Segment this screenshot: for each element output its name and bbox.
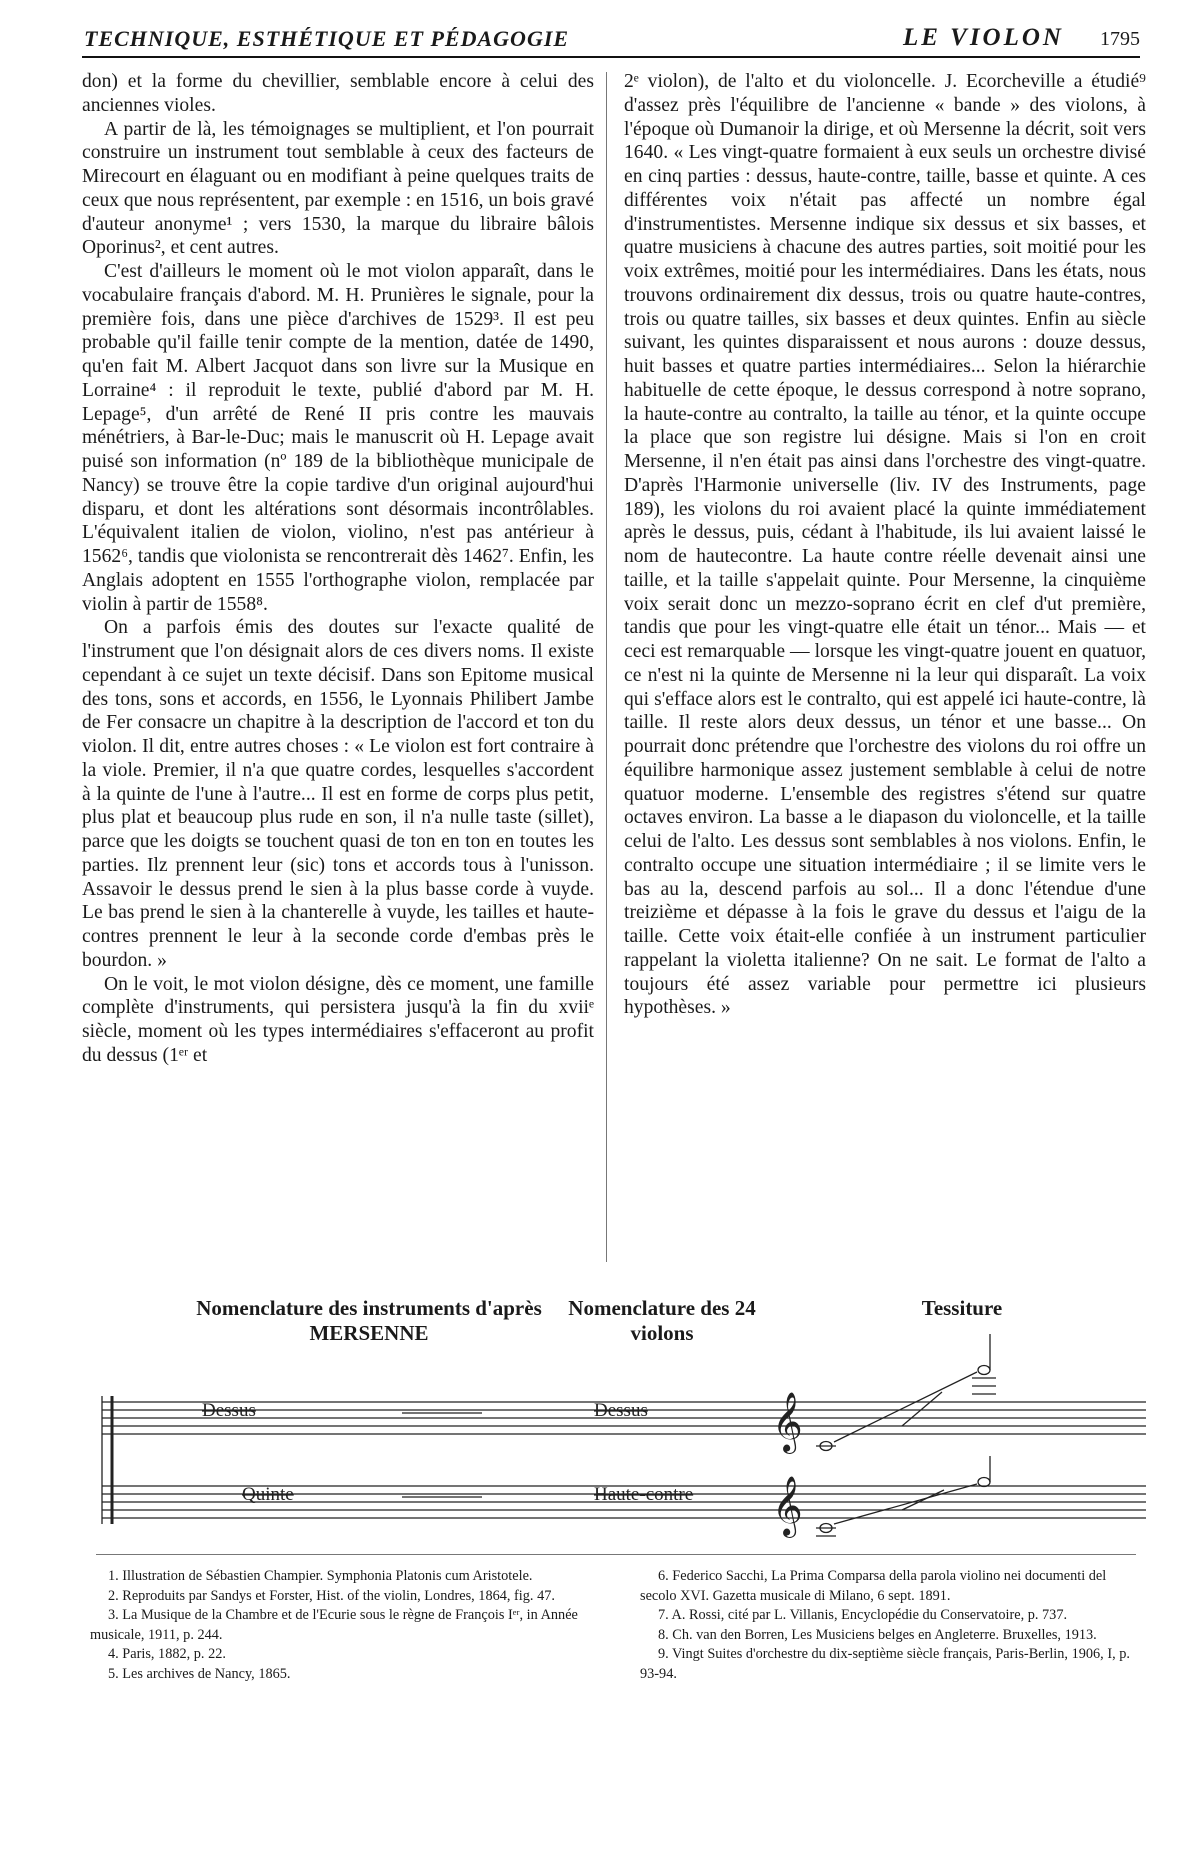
- footnote: 2. Reproduits par Sandys et Forster, Hist. of the violin, Londres, 1864, fig. 47.: [108, 1587, 555, 1604]
- svg-text:𝄞: 𝄞: [772, 1476, 803, 1536]
- running-header: [82, 22, 1140, 56]
- svg-text:𝄞: 𝄞: [772, 1392, 803, 1452]
- music-staves: [82, 1296, 1146, 1546]
- footnote: 1. Illustration de Sébastien Champier. Symphonia Platonis cum Aristotele.: [108, 1568, 533, 1584]
- staff2-label-left: Quinte: [242, 1484, 294, 1505]
- text-column-left: [82, 70, 594, 1260]
- figure-heading-mersenne: Nomenclature des instruments d'après MERSENNE: [196, 1296, 542, 1345]
- footnote: 6. Federico Sacchi, La Prima Comparsa della parola violino nei documenti del secolo XVI. Gazetta musicale di Milano, 6 sept. 1891.: [640, 1568, 1107, 1604]
- footnotes-left: [90, 1567, 582, 1685]
- figure-heading-24-violons: Nomenclature des 24 violons: [568, 1296, 756, 1345]
- staff1-label-right: Dessus: [594, 1400, 648, 1421]
- text-column-right: [624, 70, 1146, 1260]
- paragraph: don) et la forme du chevillier, semblable encore à celui des anciennes violes.: [82, 71, 594, 116]
- header-chapter-title: LE VIOLON: [902, 24, 1064, 51]
- footnote: 5. Les archives de Nancy, 1865.: [108, 1665, 291, 1682]
- paragraph: A partir de là, les témoignages se multiplient, et l'on pourrait construire un instrument tout semblable à ceux des facteurs de Mirecourt en élaguant ou en modifiant à peine quelques traits de ceux que nous représentent, par exemple : en 1516, un bois gravé d'auteur anonyme¹ ; vers 1530, la marque du libraire bâlois Oporinus², et cent autres.: [82, 118, 594, 259]
- footnote: 3. La Musique de la Chambre et de l'Ecurie sous le règne de François Iᵉʳ, in Année musicale, 1911, p. 244.: [90, 1607, 578, 1643]
- footnotes-right: [640, 1567, 1146, 1685]
- paragraph: On a parfois émis des doutes sur l'exacte qualité de l'instrument que l'on désignait alors de ces divers noms. Il existe cependant à ce sujet un texte décisif. Dans son Epitome musical des tons, sons et accords, en 1556, le Lyonnais Philibert Jambe de Fer consacre un chapitre à la description de l'accord et ton du violon. Il dit, entre autres choses : « Le violon est fort contraire à la viole. Premier, il n'a que quatre cordes, lesquelles s'accordent à la quinte de l'une à l'autre... Il est en forme de corps plus petit, plus plat et beaucoup plus rude en son, il n'a nulle taste (sillet), parce que les doigts se touchent quasi de ton en ton en toutes les parties. Ilz prennent leur (sic) tons et accords tous à l'unisson. Assavoir le dessus prend le sien à la plus basse corde à vuyde. Le bas prend le sien à la chanterelle à vuyde, les tailles et haute-contres prennent le leur à la seconde corde d'embas près le bourdon. »: [82, 617, 594, 971]
- header-section-title: TECHNIQUE, ESTHÉTIQUE ET PÉDAGOGIE: [84, 26, 570, 51]
- footnote-rule: [96, 1554, 1136, 1555]
- footnote: 9. Vingt Suites d'orchestre du dix-septième siècle français, Paris-Berlin, 1906, I, p. 93-94.: [640, 1646, 1130, 1682]
- footnote: 8. Ch. van den Borren, Les Musiciens belges en Angleterre. Bruxelles, 1913.: [658, 1626, 1097, 1643]
- page-number: 1795: [1100, 28, 1140, 50]
- header-rule: [82, 56, 1140, 58]
- paragraph: On le voit, le mot violon désigne, dès ce moment, une famille complète d'instruments, qui persistera jusqu'à la fin du xviiᵉ siècle, moment où les types intermédiaires s'effaceront au profit du dessus (1ᵉʳ et: [82, 973, 594, 1066]
- paragraph: C'est d'ailleurs le moment où le mot violon apparaît, dans le vocabulaire français d'abord. M. H. Prunières le signale, pour la première fois, dans une pièce d'archives de 1529³. Il est peu probable qu'il faille tenir compte de la mention, datée de 1490, qu'en fait M. Albert Jacquot dans son livre sur la Musique en Lorraine⁴ : il reproduit le texte, publié d'abord par M. H. Lepage⁵, d'un arrêté de René II pris contre les mauvais ménétriers, à Bar-le-Duc; mais le manuscrit où H. Lepage avait puisé son information (nº 189 de la bibliothèque municipale de Nancy) se trouve être la copie tardive d'un original aujourd'hui disparu, et dont les altérations sont désormais incontrôlables. L'équivalent italien de violon, violino, n'est pas antérieur à 1562⁶, tandis que violonista se rencontrerait dès 1462⁷. Enfin, les Anglais adoptent en 1555 l'orthographe violon, remplacée par violin à partir de 1558⁸.: [82, 261, 594, 615]
- footnote: 7. A. Rossi, cité par L. Villanis, Encyclopédie du Conservatoire, p. 737.: [658, 1607, 1068, 1624]
- staff2-label-right: Haute-contre: [594, 1484, 694, 1505]
- column-divider: [606, 72, 607, 1262]
- nomenclature-figure: [82, 1296, 1146, 1576]
- staff1-label-left: Dessus: [202, 1400, 256, 1421]
- paragraph: 2ᵉ violon), de l'alto et du violoncelle. J. Ecorcheville a étudié⁹ d'assez près l'équilibre de l'ancienne « bande » des violons, à l'époque où Dumanoir la dirige, et où Mersenne la décrit, soit vers 1640. « Les vingt-quatre formaient à eux seuls un orchestre divisé en cinq parties : dessus, haute-contre, taille, basse et quinte. A ces différentes voix n'était pas affecté un nombre égal d'instrumentistes. Mersenne indique six dessus et six basses, et quatre musiciens à chacune des autres parties, soit moitié pour les voix extrêmes, moitié pour les intermédiaires. Dans les états, nous trouvons ordinairement dix dessus, trois ou quatre haute-contres, trois ou quatre tailles, six basses et deux quintes. Enfin au siècle suivant, les quintes disparaissent et nous aurons : douze dessus, huit basses et quatre parties intermédiaires... Selon la hiérarchie habituelle de cette époque, le dessus correspond à notre soprano, la haute-contre au contralto, la taille au ténor, et la quinte occupe la place que son registre lui désigne. Mais si l'on en croit Mersenne, il n'en était pas ainsi dans l'orchestre des vingt-quatre. D'après l'Harmonie universelle (liv. IV des Instruments, page 189), les violons du roi avaient placé la quinte immédiatement après le dessus, puis, cédant à l'habitude, ils lui avaient laissé le nom de hautecontre. La haute contre réelle devenait ainsi une taille, et la taille s'appelait quinte. Pour Mersenne, la cinquième voix serait donc un mezzo-soprano écrit en clef d'ut première, tandis que pour les vingt-quatre elle était un ténor... Mais — et ceci est remarquable — lorsque les vingt-quatre jouent en quatuor, ce n'est ni la quinte de Mersenne ni la leur qui disparaît. La voix qui s'efface alors est le contralto, qui est appelé ici haute-contre, là taille. Il reste alors deux dessus, un ténor et une basse... On pourrait donc prétendre que l'orchestre des violons du roi offre un équilibre harmonique assez justement semblable à celui de notre quatuor moderne. L'ensemble des registres s'étend sur quatre octaves environ. La basse a le diapason du violoncelle, et la taille celui de l'alto. Les dessus sont semblables à nos violons. Enfin, le contralto occupe une situation intermédiaire ; il se limite vers le bas au la, descend parfois au sol... Il a donc l'étendue d'une treizième et dépasse à la fois le grave du dessus et l'aigu de la taille. Cette voix était-elle confiée à un instrument particulier rappelant la violetta italienne? On ne sait. Le format de l'alto a toujours été assez variable pour permettre ici plusieurs hypothèses. »: [624, 71, 1146, 1019]
- figure-heading-tessiture: Tessiture: [921, 1296, 1003, 1320]
- footnote: 4. Paris, 1882, p. 22.: [108, 1646, 226, 1663]
